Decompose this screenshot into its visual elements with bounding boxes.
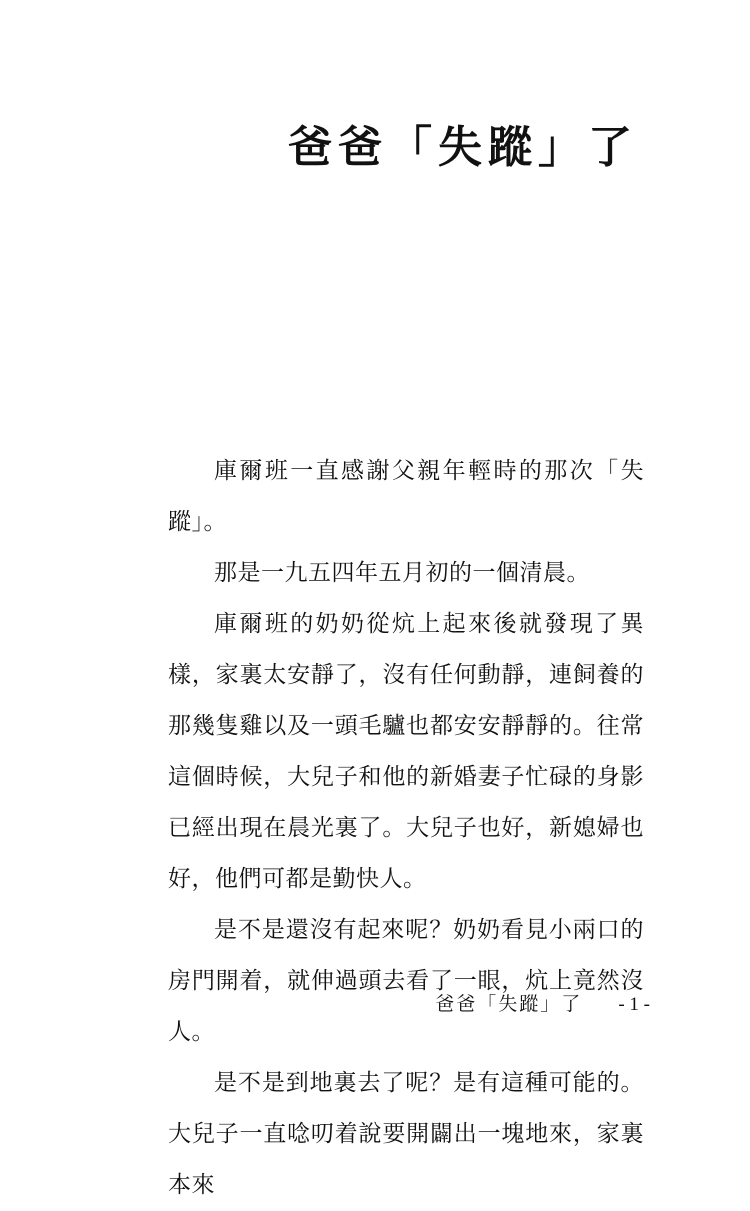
body-text bbox=[168, 446, 644, 1211]
page-number: - 1 - bbox=[618, 994, 650, 1015]
chapter-title: 爸爸「失蹤」了 bbox=[288, 122, 638, 173]
page-footer bbox=[435, 990, 650, 1019]
paragraph: 是不是還沒有起來呢？奶奶看見小兩口的房門開着，就伸過頭去看了一眼，炕上竟然沒人。 bbox=[168, 917, 644, 1045]
running-title: 爸爸「失蹤」了 bbox=[435, 993, 583, 1015]
paragraph: 庫爾班一直感謝父親年輕時的那次「失蹤」。 bbox=[168, 458, 644, 535]
paragraph: 是不是到地裏去了呢？是有這種可能的。大兒子一直唸叨着說要開闢出一塊地來，家裏本來 bbox=[168, 1070, 644, 1198]
paragraph: 庫爾班的奶奶從炕上起來後就發現了異樣，家裏太安靜了，沒有任何動靜，連飼養的那幾隻雞以及一頭毛驢也都安安靜靜的。往常這個時候，大兒子和他的新婚妻子忙碌的身影已經出現在晨光裏了。大兒子也好，新媳婦也好，他們可都是勤快人。 bbox=[168, 611, 644, 892]
paragraph: 那是一九五四年五月初的一個清晨。 bbox=[214, 560, 590, 586]
